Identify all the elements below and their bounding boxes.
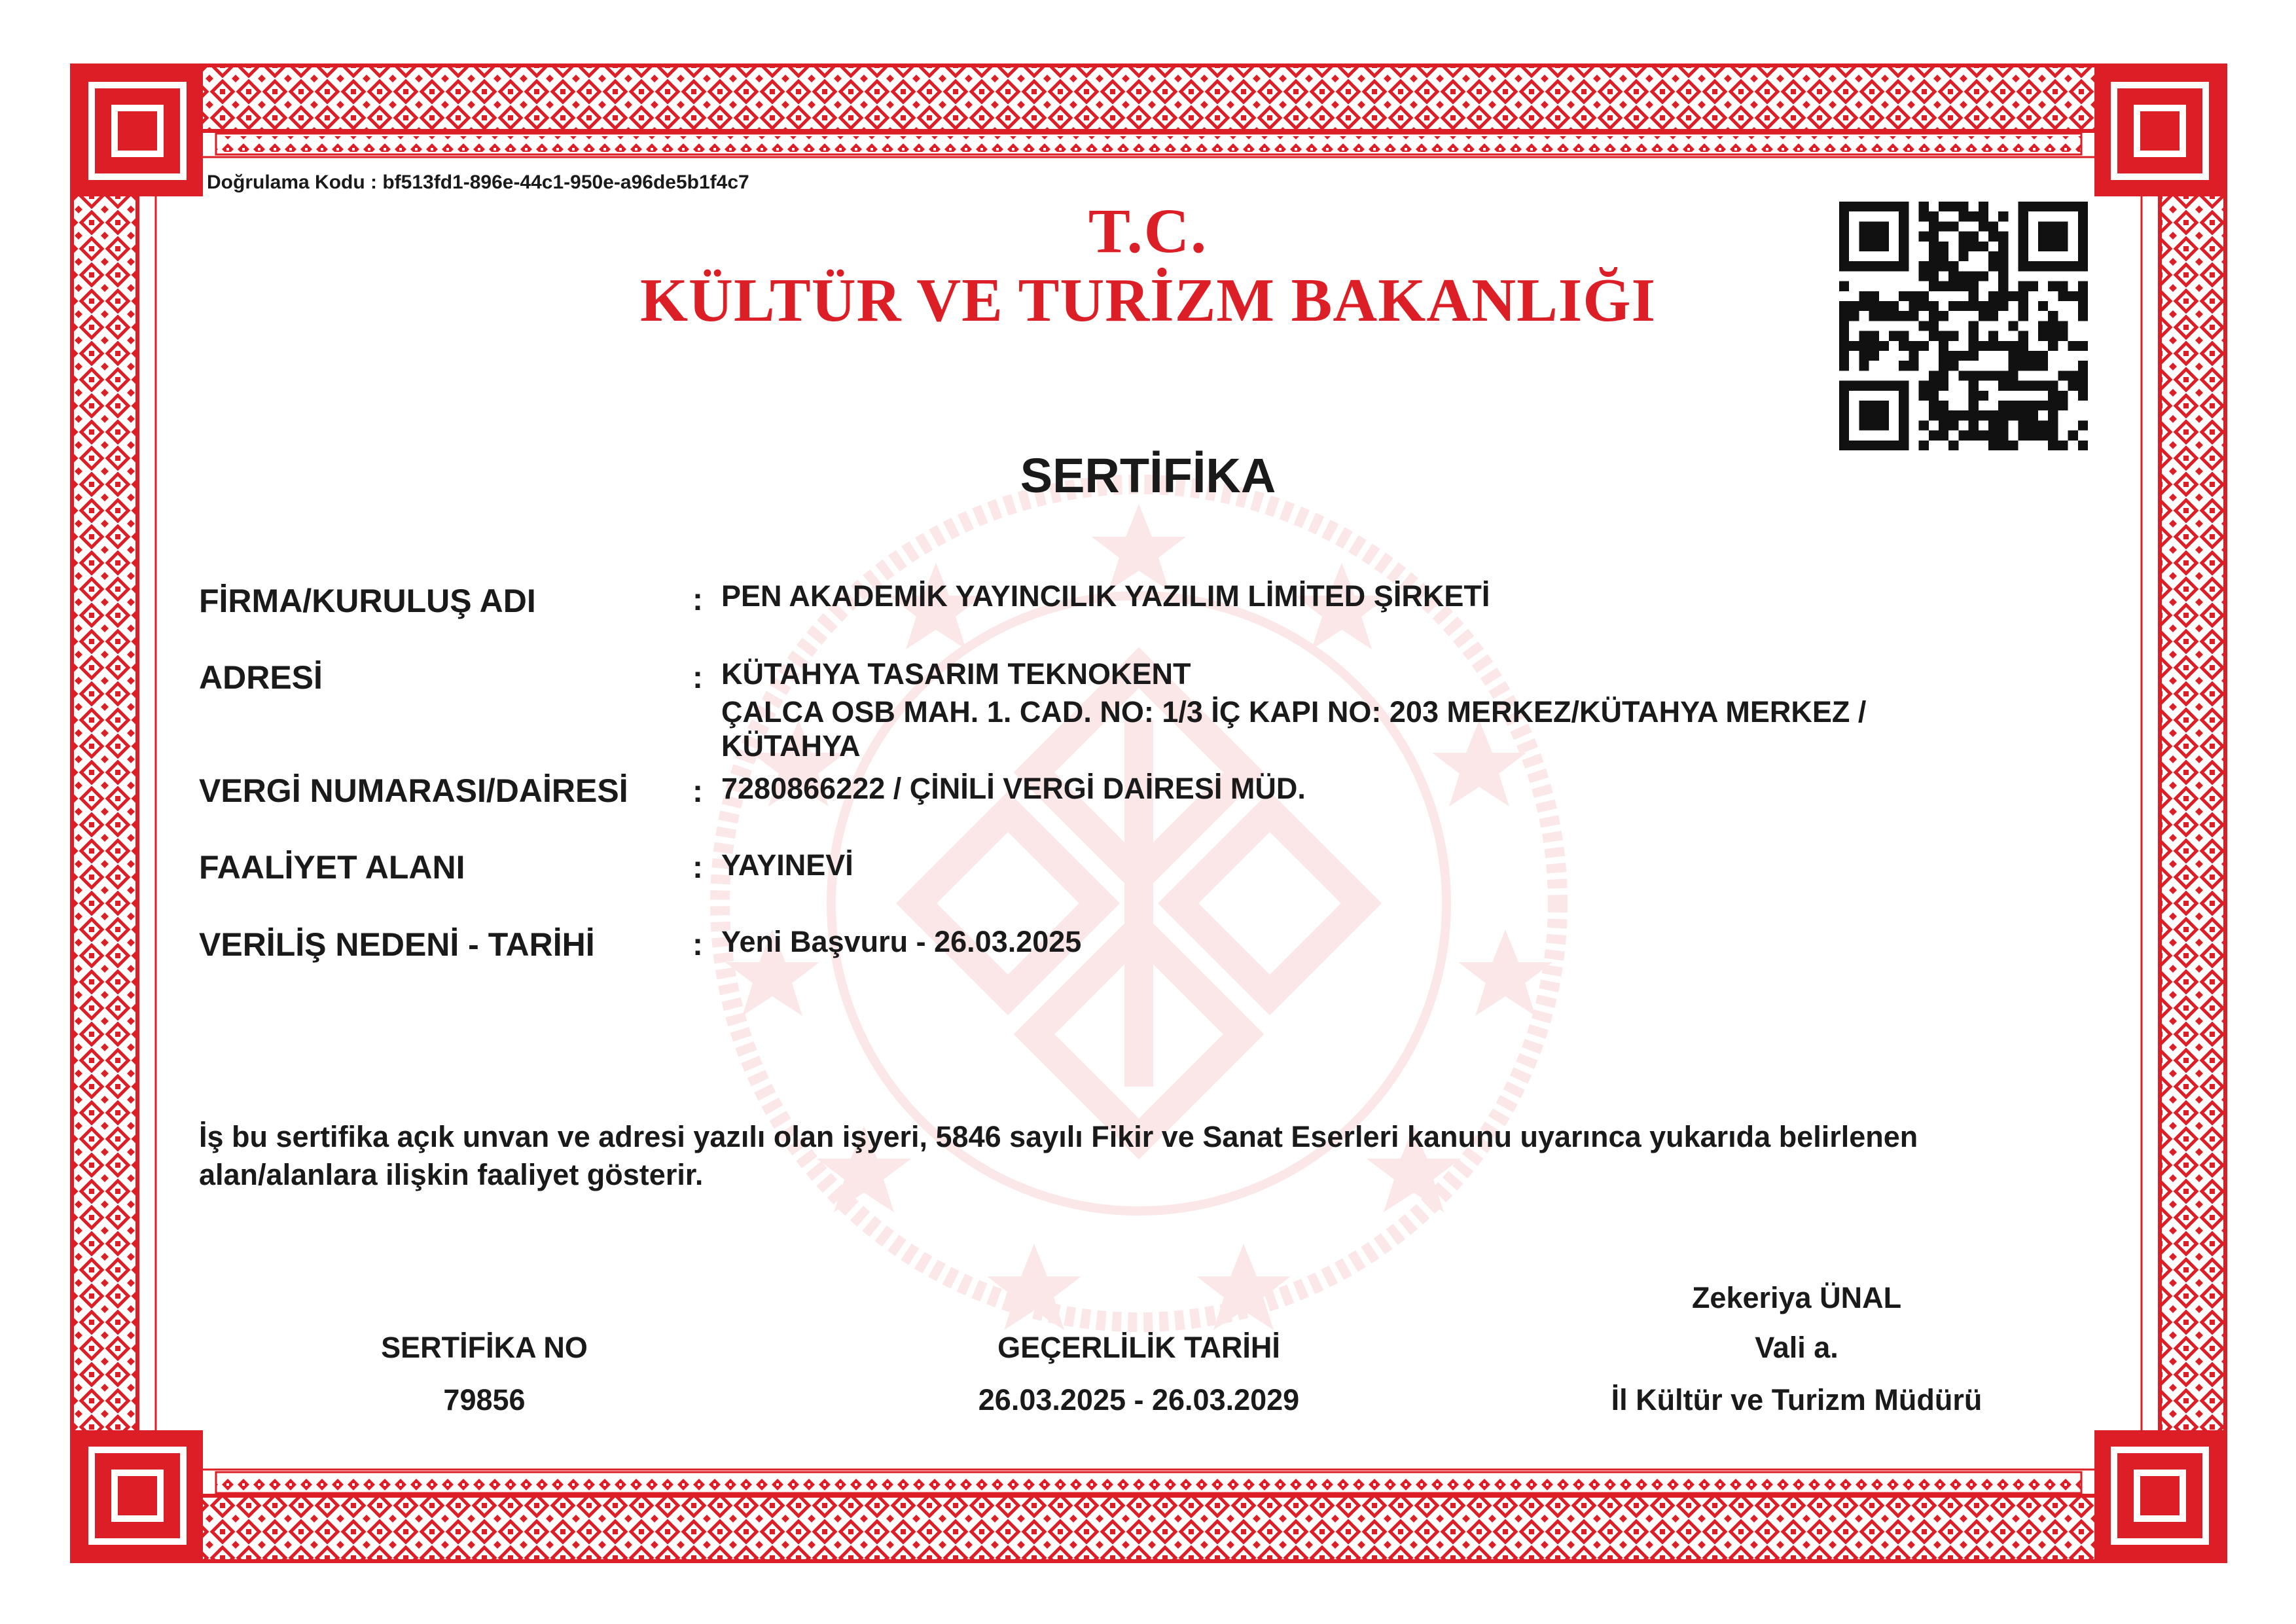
field-colon: : [692,774,703,809]
field-label: VERGİ NUMARASI/DAİRESİ [199,772,628,809]
field-value-line: YAYINEVİ [721,848,853,882]
verification-code: bf513fd1-896e-44c1-950e-a96de5b1f4c7 [382,171,749,193]
validity-range: 26.03.2025 - 26.03.2029 [978,1383,1300,1416]
certificate-statement [199,1118,2130,1194]
statement-line: İş bu sertifika açık unvan ve adresi yazılı olan işyeri, 5846 sayılı Fikir ve Sanat Eserleri kanunu uyarınca yukarıda belirlenen [199,1120,1918,1153]
field-label: VERİLİŞ NEDENİ - TARİHİ [199,926,595,963]
field-value [721,770,1306,808]
field-label: FAALİYET ALANI [199,849,465,886]
statement-line: alan/alanlara ilişkin faaliyet gösterir. [199,1158,704,1191]
field-label: FİRMA/KURULUŞ ADI [199,583,536,619]
qr-code-icon[interactable] [1839,202,2088,450]
issuer-line-1: T.C. [1088,196,1208,266]
field-colon: : [692,850,703,885]
field-value [721,577,1490,615]
field-value [721,846,853,884]
verification-label: Doğrulama Kodu : [207,171,377,193]
field-value-line: PEN AKADEMİK YAYINCILIK YAZILIM LİMİTED ŞİRKETİ [721,579,1490,613]
field-colon: : [692,660,703,695]
issuer-line-2: KÜLTÜR VE TURİZM BAKANLIĞI [639,266,1657,334]
certificate-no-label: SERTİFİKA NO [381,1331,588,1364]
validity-label: GEÇERLİLİK TARİHİ [997,1331,1280,1364]
field-value-line: KÜTAHYA TASARIM TEKNOKENT [721,657,1191,691]
signatory-name: Zekeriya ÜNAL [1691,1281,1902,1314]
signatory-role: Vali a. [1755,1331,1839,1364]
field-value [721,923,1081,961]
certificate-no-value: 79856 [443,1383,526,1416]
field-value-line: ÇALCA OSB MAH. 1. CAD. NO: 1/3 İÇ KAPI NO: 203 MERKEZ/KÜTAHYA MERKEZ / [721,695,1867,729]
document-title: SERTİFİKA [1020,448,1276,503]
field-label: ADRESİ [199,659,323,696]
verification-code-line [207,171,749,194]
field-colon: : [692,928,703,962]
field-value [721,655,1866,765]
field-value-line: KÜTAHYA [721,729,861,763]
signatory-office: İl Kültür ve Turizm Müdürü [1611,1383,1982,1416]
field-value-line: 7280866222 / ÇİNİLİ VERGİ DAİRESİ MÜD. [721,772,1306,805]
field-colon: : [692,583,703,617]
field-value-line: Yeni Başvuru - 26.03.2025 [721,925,1082,958]
